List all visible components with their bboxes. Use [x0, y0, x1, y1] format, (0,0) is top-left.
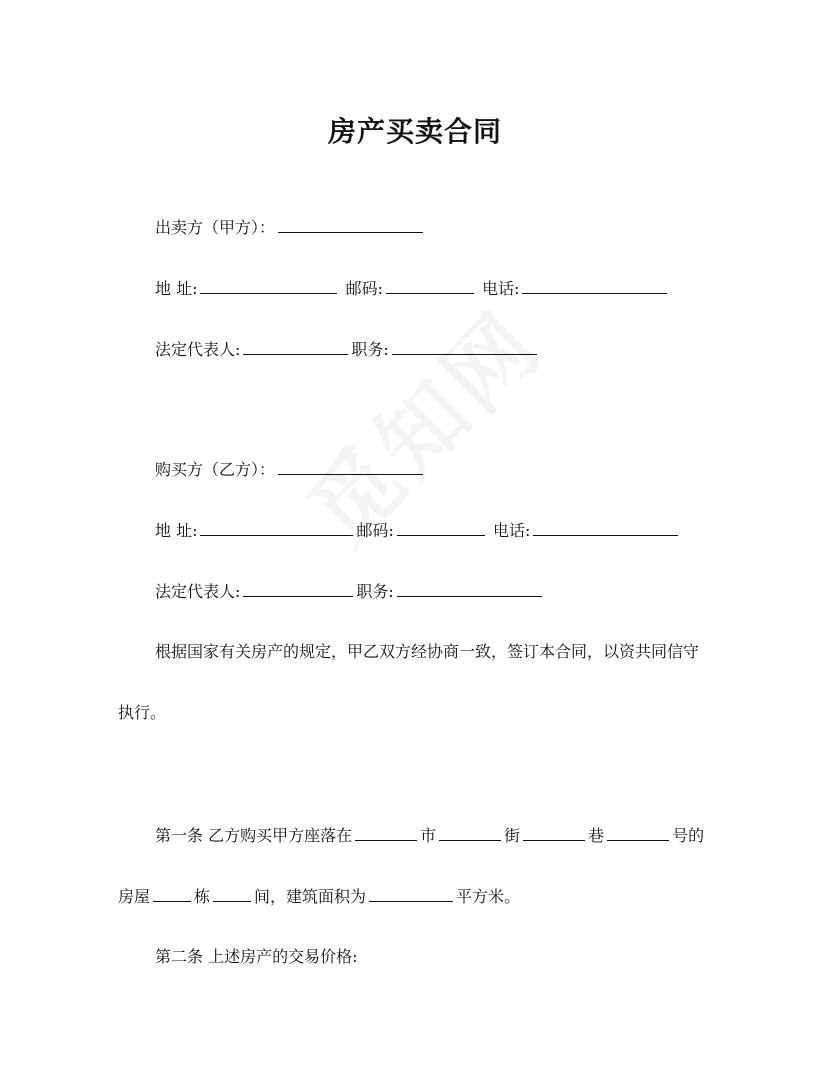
seller-rep-line [155, 338, 540, 361]
lane-field[interactable] [523, 824, 585, 841]
buyer-position-label: 职务: [356, 582, 394, 601]
buyer-postcode-field[interactable] [397, 519, 485, 536]
buyer-phone-label: 电话: [492, 521, 531, 540]
seller-name-field[interactable] [278, 216, 423, 233]
seller-line [155, 216, 426, 239]
city-field[interactable] [355, 824, 417, 841]
buyer-rep-field[interactable] [243, 580, 353, 597]
seller-rep-label: 法定代表人: [155, 340, 241, 359]
number-field[interactable] [607, 824, 669, 841]
building-label: 栋 [194, 887, 211, 906]
intro-paragraph-line1: 根据国家有关房产的规定，甲乙双方经协商一致，签订本合同，以资共同信守 [155, 642, 700, 661]
seller-phone-label: 电话: [482, 279, 520, 298]
seller-address-line [155, 277, 670, 300]
page-title: 房产买卖合同 [327, 115, 502, 148]
street-label: 街 [504, 826, 521, 845]
room-field[interactable] [213, 885, 251, 902]
city-label: 市 [420, 826, 437, 845]
seller-address-label: 地 址: [155, 279, 198, 298]
seller-label: 出卖方（甲方）： [155, 218, 276, 237]
buyer-address-label: 地 址: [155, 521, 198, 540]
article-1-prefix: 第一条 乙方购买甲方座落在 [155, 826, 353, 845]
seller-postcode-label: 邮码: [345, 279, 383, 298]
buyer-rep-line [155, 580, 545, 603]
room-label: 间，建筑面积为 [254, 887, 367, 906]
seller-phone-field[interactable] [522, 277, 667, 294]
number-label: 号的 [672, 826, 705, 845]
article-1-line2 [118, 885, 520, 908]
article-2-line: 第二条 上述房产的交易价格: [155, 947, 358, 966]
buyer-label: 购买方（乙方）： [155, 460, 276, 479]
buyer-name-field[interactable] [278, 458, 423, 475]
intro-paragraph-line2: 执行。 [118, 703, 167, 722]
buyer-address-field[interactable] [200, 519, 353, 536]
house-label: 房屋 [118, 887, 151, 906]
buyer-line [155, 458, 426, 481]
article-1-line1 [155, 824, 704, 847]
seller-position-field[interactable] [392, 338, 537, 355]
lane-label: 巷 [588, 826, 605, 845]
building-field[interactable] [153, 885, 191, 902]
seller-position-label: 职务: [351, 340, 389, 359]
buyer-phone-field[interactable] [533, 519, 678, 536]
buyer-postcode-label: 邮码: [356, 521, 394, 540]
seller-postcode-field[interactable] [386, 277, 474, 294]
buyer-position-field[interactable] [397, 580, 542, 597]
area-unit-label: 平方米。 [456, 887, 521, 906]
seller-address-field[interactable] [200, 277, 337, 294]
area-field[interactable] [369, 885, 453, 902]
seller-rep-field[interactable] [243, 338, 348, 355]
street-field[interactable] [439, 824, 501, 841]
buyer-rep-label: 法定代表人: [155, 582, 241, 601]
buyer-address-line [155, 519, 681, 542]
